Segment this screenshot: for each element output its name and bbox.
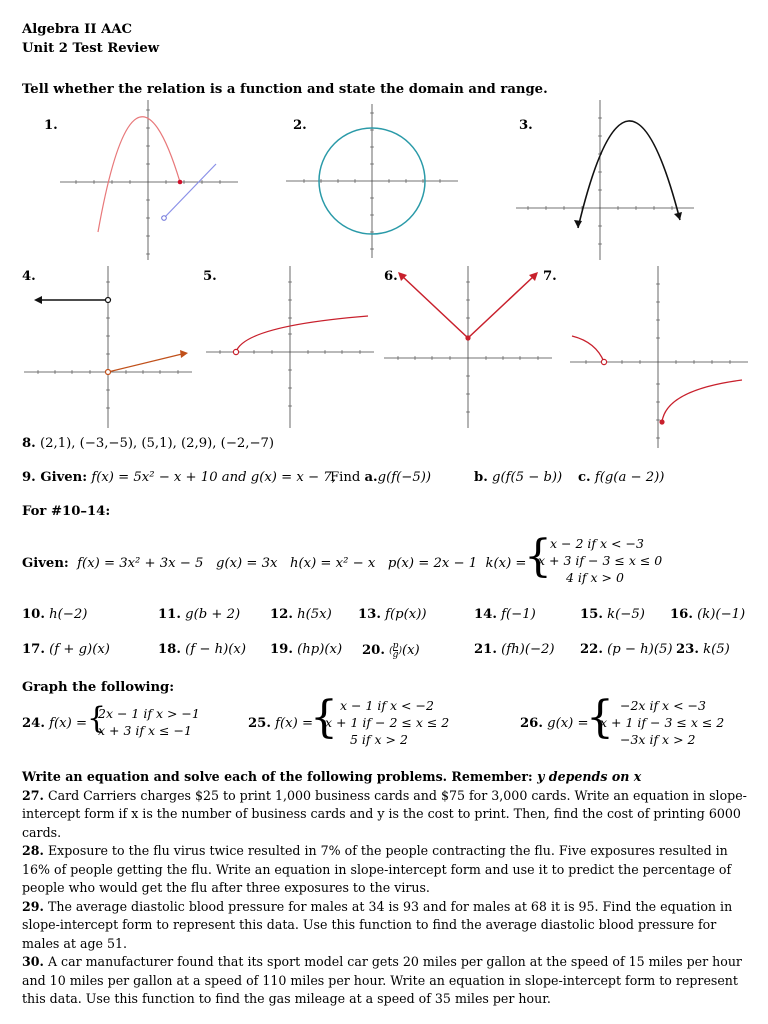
- graph-1: [56, 96, 242, 264]
- problem-12: 12. h(5x): [270, 607, 332, 622]
- problem-9c: [578, 470, 664, 486]
- k-brace: {: [524, 531, 552, 582]
- p25-brace: {: [310, 692, 338, 743]
- for-10-14-heading: For #10–14:: [22, 504, 111, 519]
- problem-26: 26. g(x) =: [520, 716, 589, 731]
- problem-9-num: 9. Given:: [22, 470, 88, 485]
- p26-brace: {: [586, 692, 614, 743]
- problem-9c-expr: f(g(a − 2)): [594, 470, 665, 485]
- p26-case-3: −3x if x > 2: [620, 732, 696, 747]
- problem-9a: [330, 470, 431, 486]
- problem-29: 29. The average diastolic blood pressure for males at 34 is 93 and for males at 68 it is 95. Find the equation in slope-intercept form to represent this data. Use this function to find the average diastolic blood pressure for males at age 51.: [22, 898, 733, 951]
- p25-case-3: 5 if x > 2: [350, 732, 408, 747]
- p26-case-1: −2x if x < −3: [620, 698, 706, 713]
- problem-9-find: Find: [330, 470, 361, 485]
- graph-5: [202, 262, 378, 432]
- problem-9b-expr: g(f(5 − b)): [492, 470, 563, 485]
- problem-9: [22, 470, 336, 486]
- graph-label-3: 3.: [519, 118, 533, 133]
- graph-label-2: 2.: [293, 118, 307, 133]
- problem-17: 17. (f + g)(x): [22, 642, 110, 657]
- given-h: h(x) = x² − x: [290, 556, 376, 571]
- k-case-2: x + 3 if − 3 ≤ x ≤ 0: [538, 553, 663, 568]
- problem-21: 21. (fh)(−2): [474, 642, 555, 657]
- graph-7: [566, 262, 752, 452]
- given-f: f(x) = 3x² + 3x − 5: [77, 556, 204, 571]
- problem-8-num: 8.: [22, 436, 36, 451]
- p25-case-2: x + 1 if − 2 ≤ x ≤ 2: [325, 715, 450, 730]
- given-p: p(x) = 2x − 1: [387, 556, 478, 571]
- given-k: k(x) =: [485, 556, 527, 571]
- problem-9a-label: a.: [364, 470, 378, 485]
- problem-24: 24. f(x) =: [22, 716, 88, 731]
- graph-label-6: 6.: [384, 269, 398, 284]
- problem-14: 14. f(−1): [474, 607, 536, 622]
- problem-16: 16. (k)(−1): [670, 607, 746, 622]
- problem-18: 18. (f − h)(x): [158, 642, 246, 657]
- graph-label-5: 5.: [203, 269, 217, 284]
- word-heading: Write an equation and solve each of the following problems. Remember: y depends on x: [22, 769, 642, 784]
- k-case-1: x − 2 if x < −3: [550, 536, 644, 551]
- p26-case-2: x + 1 if − 3 ≤ x ≤ 2: [600, 715, 725, 730]
- k-case-3: 4 if x > 0: [566, 570, 624, 585]
- problem-10: 10. h(−2): [22, 607, 88, 622]
- problem-8-text: (2,1), (−3,−5), (5,1), (2,9), (−2,−7): [39, 436, 275, 451]
- graph-3: [512, 96, 698, 264]
- problem-28: 28. Exposure to the flu virus twice resulted in 7% of the people contracting the flu. Five exposures resulted in 16% of people getting the flu. Write an equation in slope-intercept form and use it to predict the percentage of people who would get the flu after three exposures to the virus.: [22, 843, 732, 895]
- problem-9a-expr: g(f(−5)): [377, 470, 431, 485]
- course-title: Algebra II AAC: [22, 22, 133, 37]
- problem-9-given: f(x) = 5x² − x + 10 and g(x) = x − 7,: [91, 470, 336, 485]
- graph-6: [380, 262, 556, 432]
- given-g: g(x) = 3x: [216, 556, 278, 571]
- word-problems: [22, 768, 750, 1009]
- graph-following-heading: Graph the following:: [22, 680, 175, 695]
- problem-19: 19. (hp)(x): [270, 642, 343, 657]
- p24-case-2: x + 3 if x ≤ −1: [98, 723, 192, 738]
- problem-9b: [474, 470, 562, 486]
- graph-label-4: 4.: [22, 269, 36, 284]
- problem-27: 27. Card Carriers charges $25 to print 1,000 business cards and $75 for 3,000 cards. Write an equation in slope-intercept form if x is the number of business cards and y is the cost to print. Then, find the cost of printing 6000 cards.: [22, 787, 747, 840]
- problem-25: 25. f(x) =: [248, 716, 314, 731]
- section1-instruction: Tell whether the relation is a function and state the domain and range.: [22, 82, 548, 97]
- problem-23: 23. k(5): [676, 642, 730, 657]
- p24-case-1: 2x − 1 if x > −1: [98, 706, 200, 721]
- graph-2: [282, 100, 462, 262]
- problem-11: 11. g(b + 2): [158, 607, 241, 622]
- graph-label-7: 7.: [543, 269, 557, 284]
- problem-9c-label: c.: [578, 470, 591, 485]
- problem-9b-label: b.: [474, 470, 488, 485]
- unit-title: Unit 2 Test Review: [22, 41, 160, 56]
- problem-30: 30. A car manufacturer found that its sport model car gets 20 miles per gallon at the speed of 15 miles per hour and 10 miles per gallon at a speed of 110 miles per hour. Write an equation in slope-intercept form to represent this data. Use this function to find the gas mileage at a speed of 35 miles per hour.: [22, 954, 742, 1006]
- given-label: Given:: [22, 556, 69, 571]
- problem-20: 20. ( $\frac{p}{g}$ )(x): [362, 641, 420, 660]
- given-functions: [22, 556, 526, 572]
- problem-15: 15. k(−5): [580, 607, 645, 622]
- problem-8: [22, 436, 274, 452]
- fraction-p-over-g: ( $\frac{p}{g}$ ): [389, 641, 402, 660]
- p24-brace: {: [87, 701, 107, 736]
- p25-case-1: x − 1 if x < −2: [340, 698, 434, 713]
- graph-4: [20, 262, 196, 432]
- problem-13: 13. f(p(x)): [358, 607, 427, 622]
- problem-22: 22. (p − h)(5): [580, 642, 673, 657]
- graph-label-1: 1.: [44, 118, 58, 133]
